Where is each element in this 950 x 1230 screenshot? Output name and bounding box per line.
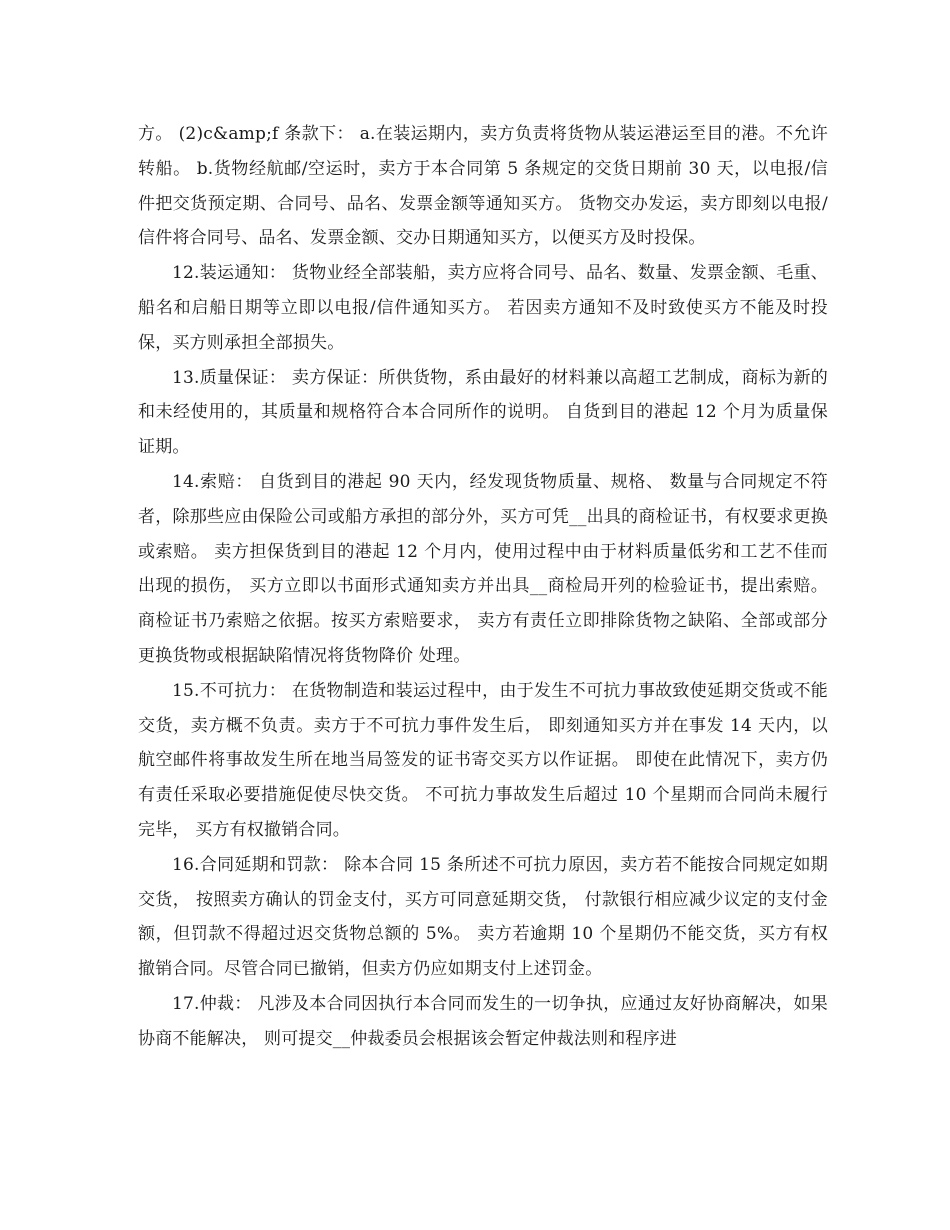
paragraph-delay-penalty: 16.合同延期和罚款： 除本合同 15 条所述不可抗力原因，卖方若不能按合同规定如期交货， 按照卖方确认的罚金支付，买方可同意延期交货， 付款银行相应减少议定的支付金额，但罚款不得超过迟交货物总额的 5%。 卖方若逾期 10 个星期仍不能交货，买方有权撤销合同。尽管合同已撤销，但卖方仍应如期支付上述罚金。: [138, 854, 828, 980]
paragraph-force-majeure: 15.不可抗力： 在货物制造和装运过程中，由于发生不可抗力事故致使延期交货或不能交货，卖方概不负责。卖方于不可抗力事件发生后， 即刻通知买方并在事发 14 天内，以航空邮件将事故发生所在地当局签发的证书寄交买方以作证据。 即使在此情况下，卖方仍有责任采取必要措施促使尽快交货。 不可抗力事故发生后超过 10 个星期而合同尚未履行完毕， 买方有权撤销合同。: [138, 680, 828, 840]
document-body: [138, 117, 828, 1057]
paragraph-quality-guarantee: 13.质量保证： 卖方保证：所供货物，系由最好的材料兼以高超工艺制成，商标为新的和未经使用的，其质量和规格符合本合同所作的说明。 自货到目的港起 12 个月为质量保证期。: [138, 367, 828, 458]
paragraph-shipping-notice: 12.装运通知： 货物业经全部装船，卖方应将合同号、品名、数量、发票金额、毛重、船名和启船日期等立即以电报/信件通知买方。 若因卖方通知不及时致使买方不能及时投保，买方则承担全部损失。: [138, 263, 828, 353]
paragraph-arbitration: 17.仲裁： 凡涉及本合同因执行本合同而发生的一切争执，应通过友好协商解决，如果协商不能解决， 则可提交__仲裁委员会根据该会暂定仲裁法则和程序进: [138, 993, 828, 1049]
paragraph-claims: 14.索赔： 自货到目的港起 90 天内，经发现货物质量、规格、 数量与合同规定不符者，除那些应由保险公司或船方承担的部分外，买方可凭__出具的商检证书，有权要求更换或索赔。 卖方担保货到目的港起 12 个月内，使用过程中由于材料质量低劣和工艺不佳而出现的损伤， 买方立即以书面形式通知卖方并出具__商检局开列的检验证书，提出索赔。商检证书乃索赔之依据。按买方索赔要求， 卖方有责任立即排除货物之缺陷、全部或部分更换货物或根据缺陷情况将货物降价 处理。: [138, 471, 828, 666]
paragraph-shipping-terms-continuation: 方。 (2)c&amp;f 条款下： a.在装运期内，卖方负责将货物从装运港运至目的港。不允许转船。 b.货物经航邮/空运时，卖方于本合同第 5 条规定的交货日期前 30 天，以电报/信件把交货预定期、合同号、品名、发票金额等通知买方。 货物交办发运，卖方即刻以电报/信件将合同号、品名、发票金额、交办日期通知买方，以便买方及时投保。: [138, 124, 828, 249]
